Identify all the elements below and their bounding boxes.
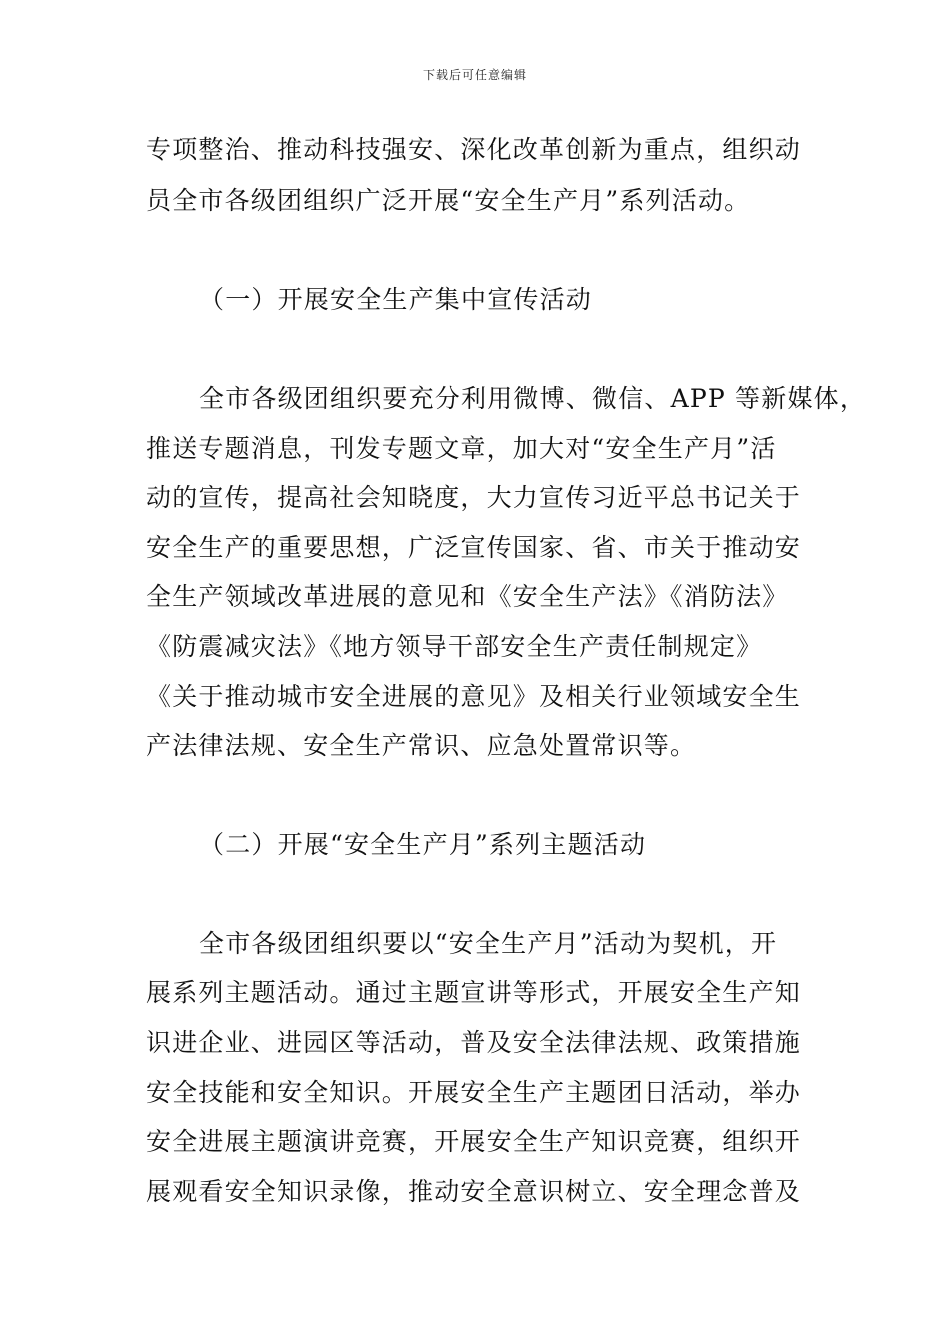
text-line: 《防震减灾法》《地方领导干部安全生产责任制规定》 (146, 632, 763, 661)
page-header: 下载后可任意编辑 (422, 68, 527, 82)
text-line: 员全市各级团组织广泛开展“安全生产月”系列活动。 (146, 186, 751, 215)
text-line: 全生产领域改革进展的意见和《安全生产法》《消防法》 (146, 582, 789, 611)
text-line: 安全技能和安全知识。开展安全生产主题团日活动，举办 (146, 1078, 802, 1107)
text-line: 产法律法规、安全生产常识、应急处置常识等。 (146, 731, 697, 760)
text-line: 全市各级团组织要以“安全生产月”活动为契机，开 (199, 929, 778, 958)
text-line: 推送专题消息，刊发专题文章，加大对“安全生产月”活 (146, 434, 777, 463)
section-heading-2: （二）开展“安全生产月”系列主题活动 (199, 830, 647, 859)
text-line: 安全生产的重要思想，广泛宣传国家、省、市关于推动安 (146, 533, 802, 562)
text-line: 动的宣传，提高社会知晓度，大力宣传习近平总书记关于 (146, 483, 802, 512)
section-heading-1: （一）开展安全生产集中宣传活动 (199, 285, 593, 314)
text-line: 全市各级团组织要充分利用微博、微信、APP 等新媒体， (199, 384, 867, 413)
text-line: 展系列主题活动。通过主题宣讲等形式，开展安全生产知 (146, 978, 802, 1007)
text-line: 识进企业、进园区等活动，普及安全法律法规、政策措施 (146, 1028, 802, 1057)
text-line: 专项整治、推动科技强安、深化改革创新为重点，组织动 (146, 135, 802, 164)
text-line: 安全进展主题演讲竞赛，开展安全生产知识竞赛，组织开 (146, 1127, 802, 1156)
text-line: 《关于推动城市安全进展的意见》及相关行业领域安全生 (146, 682, 802, 711)
text-line: 展观看安全知识录像，推动安全意识树立、安全理念普及 (146, 1177, 802, 1206)
